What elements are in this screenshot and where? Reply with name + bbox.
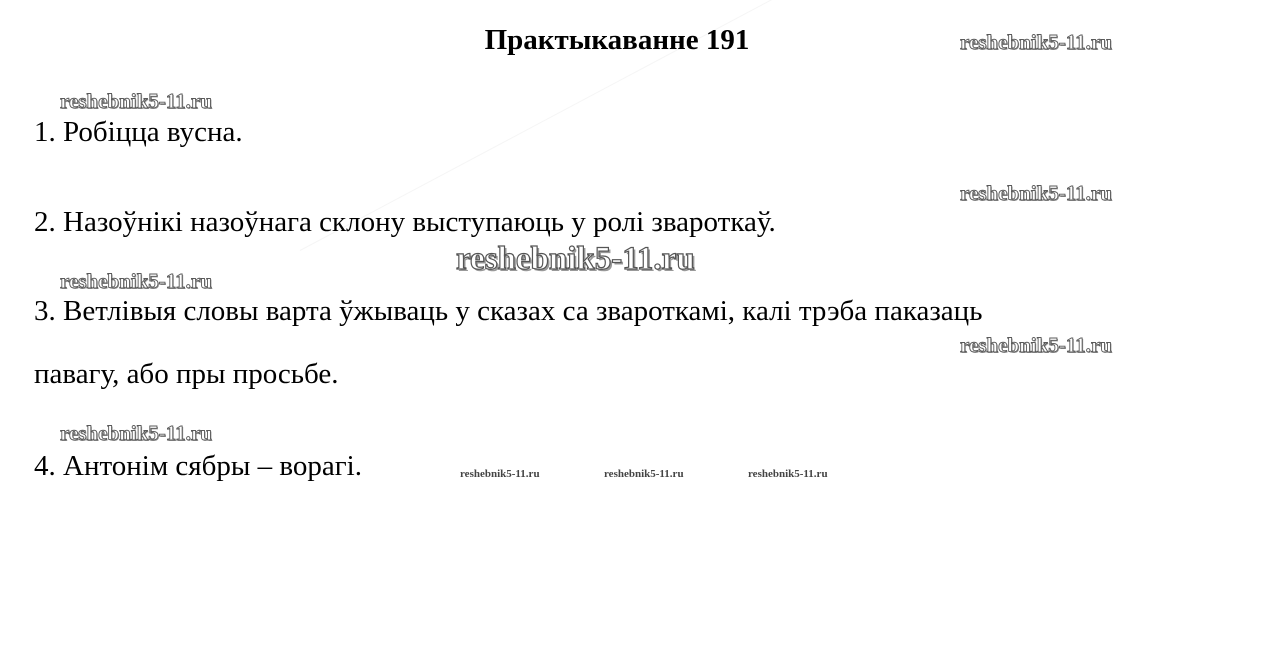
page-title: Практыкаванне 191 <box>484 24 750 56</box>
answer-line-2: 2. Назоўнікі назоўнага склону выступаюць у ролі звароткаў. <box>34 206 776 238</box>
watermark-text: reshebnik5-11.ru <box>60 89 212 113</box>
watermark-text-small: reshebnik5-11.ru <box>748 468 828 480</box>
watermark-text-large: reshebnik5-11.ru <box>456 241 695 277</box>
answer-line-3: 3. Ветлівыя словы варта ўжываць у сказах са звароткамі, калі трэба паказаць <box>34 295 983 327</box>
watermark-text: reshebnik5-11.ru <box>960 30 1112 54</box>
watermark-text: reshebnik5-11.ru <box>960 333 1112 357</box>
watermark-text-small: reshebnik5-11.ru <box>460 468 540 480</box>
watermark-text-small: reshebnik5-11.ru <box>604 468 684 480</box>
answer-line-4: 4. Антонім сябры – ворагі. <box>34 450 362 482</box>
watermark-text: reshebnik5-11.ru <box>960 181 1112 205</box>
watermark-text: reshebnik5-11.ru <box>60 421 212 445</box>
answer-line-1: 1. Робіцца вусна. <box>34 116 243 148</box>
answer-line-3-continued: павагу, або пры просьбе. <box>34 358 339 390</box>
watermark-text: reshebnik5-11.ru <box>60 269 212 293</box>
